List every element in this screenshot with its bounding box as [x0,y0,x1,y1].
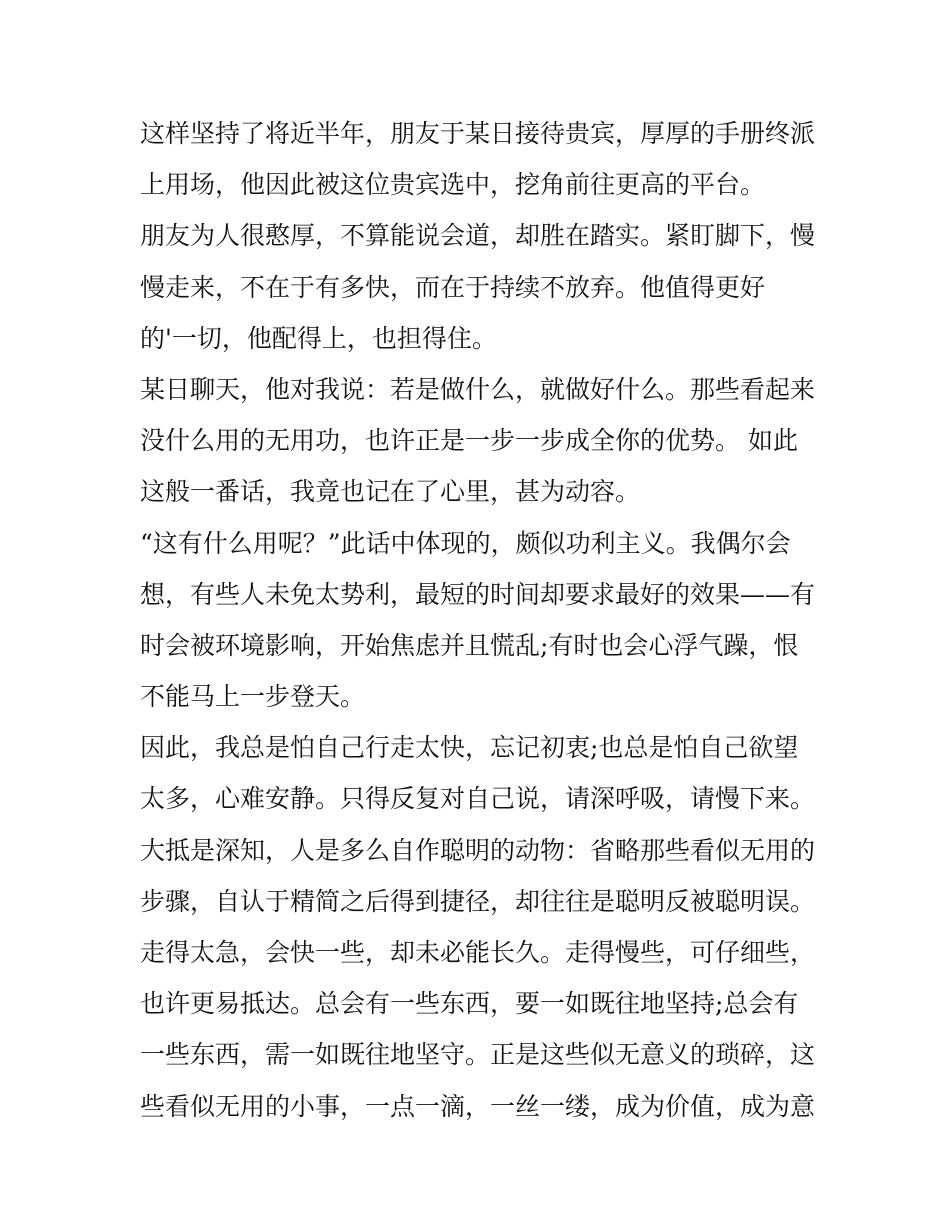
text-line: 时会被环境影响，开始焦虑并且慌乱;有时也会心浮气躁，恨 [140,630,799,660]
text-line: 朋友为人很憨厚，不算能说会道，却胜在踏实。紧盯脚下，慢 [140,221,816,251]
text-line: 这般一番话，我竟也记在了心里，甚为动容。 [140,477,641,507]
text-line: 也许更易抵达。总会有一些东西，要一如既往地坚持;总会有 [140,989,799,1019]
text-line: 的'一切，他配得上，也担得住。 [140,323,497,353]
text-line: 因此，我总是怕自己行走太快，忘记初衷;也总是怕自己欲望 [140,733,799,763]
text-line: 太多，心难安静。只得反复对自己说，请深呼吸，请慢下来。 [140,784,816,814]
text-line: 慢走来，不在于有多快，而在于持续不放弃。他值得更好 [140,272,766,302]
text-line: “这有什么用呢？”此话中体现的，颇似功利主义。我偶尔会 [140,528,791,558]
text-line: 步骤，自认于精简之后得到捷径，却往往是聪明反被聪明误。 [140,886,816,916]
text-line: 不能马上一步登天。 [140,682,366,712]
text-line: 某日聊天，他对我说：若是做什么，就做好什么。那些看起来 [140,374,816,404]
text-line: 上用场，他因此被这位贵宾选中，挖角前往更高的平台。 [140,170,766,200]
body-text [140,108,820,1132]
text-line: 一些东西，需一如既往地坚守。正是这些似无意义的琐碎，这 [140,1040,816,1070]
text-line: 些看似无用的小事，一点一滴，一丝一缕，成为价值，成为意 [140,1091,816,1121]
text-line: 大抵是深知，人是多么自作聪明的动物：省略那些看似无用的 [140,835,816,865]
text-line: 这样坚持了将近半年，朋友于某日接待贵宾，厚厚的手册终派 [140,119,816,148]
text-line: 走得太急，会快一些，却未必能长久。走得慢些，可仔细些， [140,938,816,967]
text-line: 想，有些人未免太势利，最短的时间却要求最好的效果——有 [140,579,816,609]
text-line: 没什么用的无用功，也许正是一步一步成全你的优势。 如此 [140,426,798,456]
